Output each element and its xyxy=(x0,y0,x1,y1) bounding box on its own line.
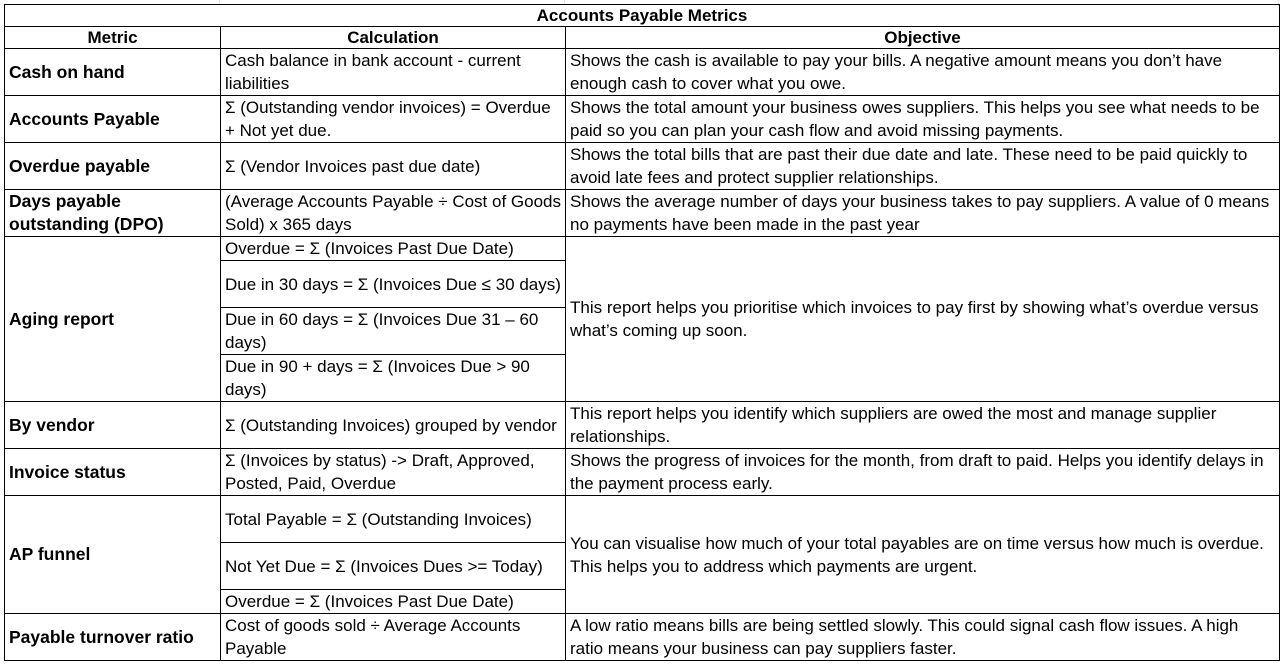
title-row xyxy=(5,5,1280,27)
metric-cell[interactable]: Accounts Payable xyxy=(5,96,221,143)
header-row xyxy=(5,27,1280,49)
table-title[interactable]: Accounts Payable Metrics xyxy=(5,5,1280,27)
calculation-cell[interactable]: Σ (Outstanding vendor invoices) = Overdue + Not yet due. xyxy=(221,96,566,143)
calculation-cell[interactable]: Cost of goods sold ÷ Average Accounts Payable xyxy=(221,614,566,661)
objective-cell[interactable]: Shows the total bills that are past their due date and late. These need to be paid quickly to avoid late fees and protect supplier relationships. xyxy=(566,143,1280,190)
table-row xyxy=(5,496,1280,543)
objective-cell[interactable]: This report helps you identify which suppliers are owed the most and manage supplier relationships. xyxy=(566,402,1280,449)
calculation-cell[interactable]: Due in 60 days = Σ (Invoices Due 31 – 60 days) xyxy=(221,308,566,355)
calculation-cell[interactable]: Overdue = Σ (Invoices Past Due Date) xyxy=(221,590,566,614)
objective-cell[interactable]: Shows the average number of days your business takes to pay suppliers. A value of 0 means no payments have been made in the past year xyxy=(566,190,1280,237)
table-row xyxy=(5,49,1280,96)
objective-cell[interactable]: You can visualise how much of your total payables are on time versus how much is overdue. This helps you to address which payments are urgent. xyxy=(566,496,1280,614)
metric-cell[interactable]: Payable turnover ratio xyxy=(5,614,221,661)
header-calculation[interactable]: Calculation xyxy=(221,27,566,49)
objective-cell[interactable]: This report helps you prioritise which invoices to pay first by showing what’s overdue versus what’s coming up soon. xyxy=(566,237,1280,402)
metric-cell[interactable]: Invoice status xyxy=(5,449,221,496)
table-row xyxy=(5,449,1280,496)
ap-metrics-table xyxy=(4,4,1280,661)
calculation-cell[interactable]: Cash balance in bank account - current liabilities xyxy=(221,49,566,96)
objective-cell[interactable]: A low ratio means bills are being settled slowly. This could signal cash flow issues. A high ratio means your business can pay suppliers faster. xyxy=(566,614,1280,661)
metric-cell[interactable]: Days payable outstanding (DPO) xyxy=(5,190,221,237)
table-row xyxy=(5,190,1280,237)
calculation-cell[interactable]: Σ (Vendor Invoices past due date) xyxy=(221,143,566,190)
calculation-cell[interactable]: Not Yet Due = Σ (Invoices Dues >= Today) xyxy=(221,543,566,590)
calculation-cell[interactable]: Total Payable = Σ (Outstanding Invoices) xyxy=(221,496,566,543)
header-metric[interactable]: Metric xyxy=(5,27,221,49)
calculation-cell[interactable]: Due in 90 + days = Σ (Invoices Due > 90 days) xyxy=(221,355,566,402)
metric-cell[interactable]: Aging report xyxy=(5,237,221,402)
metric-cell[interactable]: Cash on hand xyxy=(5,49,221,96)
table-row xyxy=(5,237,1280,261)
calculation-cell[interactable]: Σ (Invoices by status) -> Draft, Approved, Posted, Paid, Overdue xyxy=(221,449,566,496)
calculation-cell[interactable]: Overdue = Σ (Invoices Past Due Date) xyxy=(221,237,566,261)
table-row xyxy=(5,96,1280,143)
header-objective[interactable]: Objective xyxy=(566,27,1280,49)
metric-cell[interactable]: Overdue payable xyxy=(5,143,221,190)
metric-cell[interactable]: AP funnel xyxy=(5,496,221,614)
calculation-cell[interactable]: Σ (Outstanding Invoices) grouped by vendor xyxy=(221,402,566,449)
table-row xyxy=(5,402,1280,449)
objective-cell[interactable]: Shows the progress of invoices for the month, from draft to paid. Helps you identify delays in the payment process early. xyxy=(566,449,1280,496)
table-row xyxy=(5,143,1280,190)
table-row xyxy=(5,614,1280,661)
objective-cell[interactable]: Shows the cash is available to pay your bills. A negative amount means you don’t have enough cash to cover what you owe. xyxy=(566,49,1280,96)
metric-cell[interactable]: By vendor xyxy=(5,402,221,449)
calculation-cell[interactable]: Due in 30 days = Σ (Invoices Due ≤ 30 days) xyxy=(221,261,566,308)
objective-cell[interactable]: Shows the total amount your business owes suppliers. This helps you see what needs to be paid so you can plan your cash flow and avoid missing payments. xyxy=(566,96,1280,143)
calculation-cell[interactable]: (Average Accounts Payable ÷ Cost of Goods Sold) x 365 days xyxy=(221,190,566,237)
